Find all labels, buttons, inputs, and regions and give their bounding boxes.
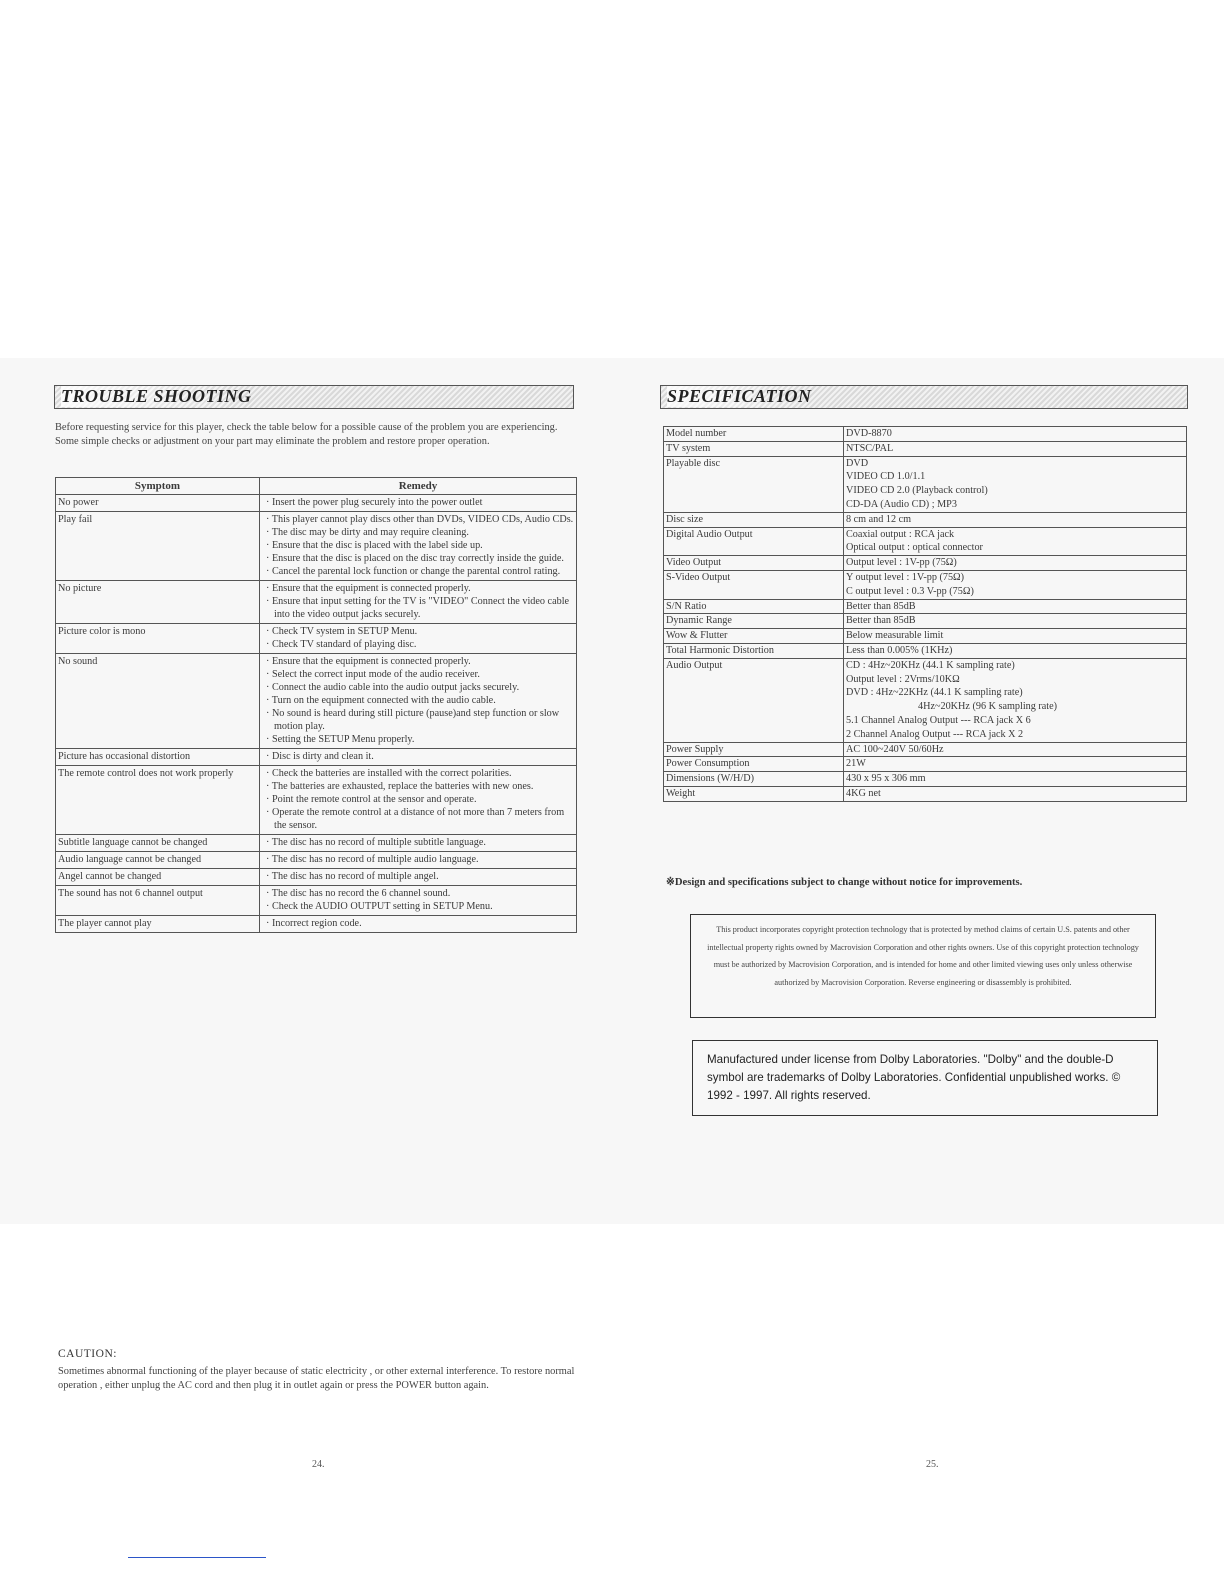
remedy-cell xyxy=(260,624,577,654)
spec-row xyxy=(664,643,1187,658)
page-number: 25. xyxy=(926,1459,939,1470)
caution-title: CAUTION: xyxy=(58,1348,117,1360)
remedy-cell xyxy=(260,749,577,766)
spec-label: Total Harmonic Distortion xyxy=(664,643,844,658)
spec-value: Y output level : 1V-pp (75Ω) xyxy=(846,571,965,583)
remedy-item: · No sound is heard during still picture (pause)and step function or slow motion play. xyxy=(262,707,574,733)
symptom-cell: No power xyxy=(56,495,260,512)
remedy-item: · The disc has no record of multiple audio language. xyxy=(262,853,574,866)
table-row xyxy=(56,512,577,581)
spec-value: 4Hz~20KHz (96 K sampling rate) xyxy=(918,701,1058,713)
spec-value: 4KG net xyxy=(846,787,881,799)
table-row xyxy=(56,749,577,766)
spec-label: S/N Ratio xyxy=(664,599,844,614)
symptom-cell: No sound xyxy=(56,654,260,749)
spec-value-cell xyxy=(844,772,1187,787)
page-number: 24. xyxy=(312,1459,325,1470)
spec-value: 5.1 Channel Analog Output --- RCA jack X 6 xyxy=(846,714,1031,726)
remedy-cell xyxy=(260,766,577,835)
spec-row xyxy=(664,512,1187,527)
table-row xyxy=(56,654,577,749)
spec-value: Better than 85dB xyxy=(846,600,916,612)
spec-row xyxy=(664,786,1187,801)
table-row xyxy=(56,835,577,852)
symptom-cell: Audio language cannot be changed xyxy=(56,852,260,869)
remedy-item: · Ensure that the equipment is connected properly. xyxy=(262,655,574,668)
spec-value-cell xyxy=(844,786,1187,801)
spec-row xyxy=(664,629,1187,644)
spec-value: Below measurable limit xyxy=(846,630,944,642)
spec-label: Digital Audio Output xyxy=(664,527,844,556)
remedy-cell xyxy=(260,852,577,869)
spec-value-cell xyxy=(844,629,1187,644)
spec-row xyxy=(664,614,1187,629)
specification-table xyxy=(663,426,1187,802)
symptom-cell: Subtitle language cannot be changed xyxy=(56,835,260,852)
page-25 xyxy=(612,358,1224,1470)
manual-spread xyxy=(0,358,1224,1470)
spec-value: DVD-8870 xyxy=(846,428,892,439)
table-row xyxy=(56,581,577,624)
spec-value: CD-DA (Audio CD) ; MP3 xyxy=(846,498,957,510)
symptom-cell: The sound has not 6 channel output xyxy=(56,886,260,916)
spec-row xyxy=(664,427,1187,442)
spec-value-cell xyxy=(844,427,1187,442)
spec-change-note: ※Design and specifications subject to change without notice for improvements. xyxy=(666,877,1023,888)
remedy-item: · Check TV system in SETUP Menu. xyxy=(262,625,574,638)
spec-row xyxy=(664,772,1187,787)
symptom-cell: The remote control does not work properly xyxy=(56,766,260,835)
spec-row xyxy=(664,742,1187,757)
spec-value: 21W xyxy=(846,758,866,770)
remedy-item: · Cancel the parental lock function or change the parental control rating. xyxy=(262,565,574,578)
spec-value-cell xyxy=(844,757,1187,772)
remedy-item: · Select the correct input mode of the audio receiver. xyxy=(262,668,574,681)
symptom-header: Symptom xyxy=(56,478,260,495)
spec-row xyxy=(664,570,1187,599)
spec-value-cell xyxy=(844,456,1187,512)
remedy-cell xyxy=(260,495,577,512)
spec-value-cell xyxy=(844,742,1187,757)
spec-label: Dynamic Range xyxy=(664,614,844,629)
remedy-cell xyxy=(260,869,577,886)
symptom-cell: No picture xyxy=(56,581,260,624)
remedy-cell xyxy=(260,916,577,933)
remedy-item: · Connect the audio cable into the audio output jacks securely. xyxy=(262,681,574,694)
remedy-item: · Check TV standard of playing disc. xyxy=(262,638,574,651)
spec-value-cell xyxy=(844,599,1187,614)
remedy-item: · The disc has no record of multiple angel. xyxy=(262,870,574,883)
spec-value-cell xyxy=(844,441,1187,456)
spec-label: Weight xyxy=(664,786,844,801)
section-heading: TROUBLE SHOOTING xyxy=(61,386,252,406)
spec-row xyxy=(664,527,1187,556)
spec-value: Less than 0.005% (1KHz) xyxy=(846,644,953,656)
remedy-item: · Incorrect region code. xyxy=(262,917,574,930)
spec-value: AC 100~240V 50/60Hz xyxy=(846,743,944,755)
table-row xyxy=(56,886,577,916)
spec-value: C output level : 0.3 V-pp (75Ω) xyxy=(846,585,974,597)
remedy-cell xyxy=(260,886,577,916)
spec-value: 430 x 95 x 306 mm xyxy=(846,773,926,785)
symptom-cell: The player cannot play xyxy=(56,916,260,933)
remedy-item: · Setting the SETUP Menu properly. xyxy=(262,733,574,746)
remedy-item: · Ensure that the disc is placed on the disc tray correctly inside the guide. xyxy=(262,552,574,565)
table-row xyxy=(56,624,577,654)
spec-value: VIDEO CD 2.0 (Playback control) xyxy=(846,485,988,497)
remedy-item: · The disc may be dirty and may require cleaning. xyxy=(262,526,574,539)
spec-label: S-Video Output xyxy=(664,570,844,599)
spec-value: Output level : 2Vrms/10KΩ xyxy=(846,673,960,685)
spec-label: Audio Output xyxy=(664,658,844,742)
remedy-item: · Check the batteries are installed with the correct polarities. xyxy=(262,767,574,780)
troubleshooting-table xyxy=(55,477,577,933)
spec-value: DVD : 4Hz~22KHz (44.1 K sampling rate) xyxy=(846,687,1023,699)
spec-value-cell xyxy=(844,614,1187,629)
spec-label: Dimensions (W/H/D) xyxy=(664,772,844,787)
remedy-item: · The disc has no record of multiple subtitle language. xyxy=(262,836,574,849)
spec-value: NTSC/PAL xyxy=(846,442,894,454)
spec-row xyxy=(664,658,1187,742)
spec-label: TV system xyxy=(664,441,844,456)
spec-row xyxy=(664,757,1187,772)
spec-label: Video Output xyxy=(664,556,844,571)
spec-label: Disc size xyxy=(664,512,844,527)
spec-value-cell xyxy=(844,643,1187,658)
table-row xyxy=(56,869,577,886)
remedy-header: Remedy xyxy=(260,478,577,495)
table-row xyxy=(56,916,577,933)
spec-value-cell xyxy=(844,512,1187,527)
remedy-item: · The batteries are exhausted, replace the batteries with new ones. xyxy=(262,780,574,793)
remedy-cell xyxy=(260,654,577,749)
page-24 xyxy=(0,358,612,1470)
spec-row xyxy=(664,599,1187,614)
spec-value-cell xyxy=(844,658,1187,742)
caution-text: Sometimes abnormal functioning of the player because of static electricity , or other external interference. To restore normal operation , either unplug the AC cord and then plug it in outlet again or press the POWER button again. xyxy=(58,1366,575,1391)
intro-paragraph: Before requesting service for this player, check the table below for a possible cause of the problem you are experiencing. Some simple checks or adjustment on your part may eliminate the problem and restore proper operation. xyxy=(55,422,558,447)
remedy-cell xyxy=(260,835,577,852)
spec-value: Output level : 1V-pp (75Ω) xyxy=(846,557,957,569)
remedy-item: · Disc is dirty and clean it. xyxy=(262,750,574,763)
remedy-item: · Check the AUDIO OUTPUT setting in SETUP Menu. xyxy=(262,900,574,913)
symptom-cell: Play fail xyxy=(56,512,260,581)
dolby-notice: Manufactured under license from Dolby Laboratories. "Dolby" and the double-D symbol are trademarks of Dolby Laboratories. Confidential unpublished works. © 1992 - 1997. All rights reserved. xyxy=(692,1040,1158,1116)
symptom-cell: Picture color is mono xyxy=(56,624,260,654)
spec-value-cell xyxy=(844,527,1187,556)
spec-label: Model number xyxy=(664,427,844,442)
spec-row xyxy=(664,456,1187,512)
table-row xyxy=(56,852,577,869)
section-banner xyxy=(54,385,574,409)
remedy-item: · Ensure that the disc is placed with the label side up. xyxy=(262,539,574,552)
remedy-item: · Insert the power plug securely into the power outlet xyxy=(262,496,574,509)
spec-row xyxy=(664,441,1187,456)
spec-value: 2 Channel Analog Output --- RCA jack X 2 xyxy=(846,728,1024,740)
remedy-item: · This player cannot play discs other than DVDs, VIDEO CDs, Audio CDs. xyxy=(262,513,574,526)
spec-value: 8 cm and 12 cm xyxy=(846,513,912,525)
spec-label: Power Consumption xyxy=(664,757,844,772)
section-banner xyxy=(660,385,1188,409)
link-underline[interactable] xyxy=(128,1557,266,1558)
remedy-item: · Point the remote control at the sensor and operate. xyxy=(262,793,574,806)
spec-label: Power Supply xyxy=(664,742,844,757)
symptom-cell: Picture has occasional distortion xyxy=(56,749,260,766)
spec-value-cell xyxy=(844,570,1187,599)
section-heading: SPECIFICATION xyxy=(667,386,812,406)
spec-value-cell xyxy=(844,556,1187,571)
remedy-cell xyxy=(260,512,577,581)
spec-value: Optical output : optical connector xyxy=(846,542,983,554)
table-row xyxy=(56,495,577,512)
table-row xyxy=(56,766,577,835)
symptom-cell: Angel cannot be changed xyxy=(56,869,260,886)
spec-label: Playable disc xyxy=(664,456,844,512)
table-header-row xyxy=(56,478,577,495)
spec-row xyxy=(664,556,1187,571)
spec-value: Coaxial output : RCA jack xyxy=(846,528,955,540)
macrovision-notice: This product incorporates copyright protection technology that is protected by method claims of certain U.S. patents and other intellectual property rights owned by Macrovision Corporation and other rights owners. Use of this copyright protection technology must be authorized by Macrovision Corporation, and is intended for home and other limited viewing uses only unless otherwise authorized by Macrovision Corporation. Reverse engineering or disassembly is prohibited. xyxy=(690,914,1156,1018)
spec-value: DVD xyxy=(846,457,869,469)
remedy-item: · Turn on the equipment connected with the audio cable. xyxy=(262,694,574,707)
spec-label: Wow & Flutter xyxy=(664,629,844,644)
remedy-item: · The disc has no record the 6 channel sound. xyxy=(262,887,574,900)
remedy-item: · Ensure that input setting for the TV is "VIDEO" Connect the video cable into the video output jacks securely. xyxy=(262,595,574,621)
remedy-cell xyxy=(260,581,577,624)
remedy-item: · Ensure that the equipment is connected properly. xyxy=(262,582,574,595)
spec-value: Better than 85dB xyxy=(846,615,916,627)
spec-value: VIDEO CD 1.0/1.1 xyxy=(846,471,926,483)
remedy-item: · Operate the remote control at a distance of not more than 7 meters from the sensor. xyxy=(262,806,574,832)
spec-value: CD : 4Hz~20KHz (44.1 K sampling rate) xyxy=(846,659,1015,671)
